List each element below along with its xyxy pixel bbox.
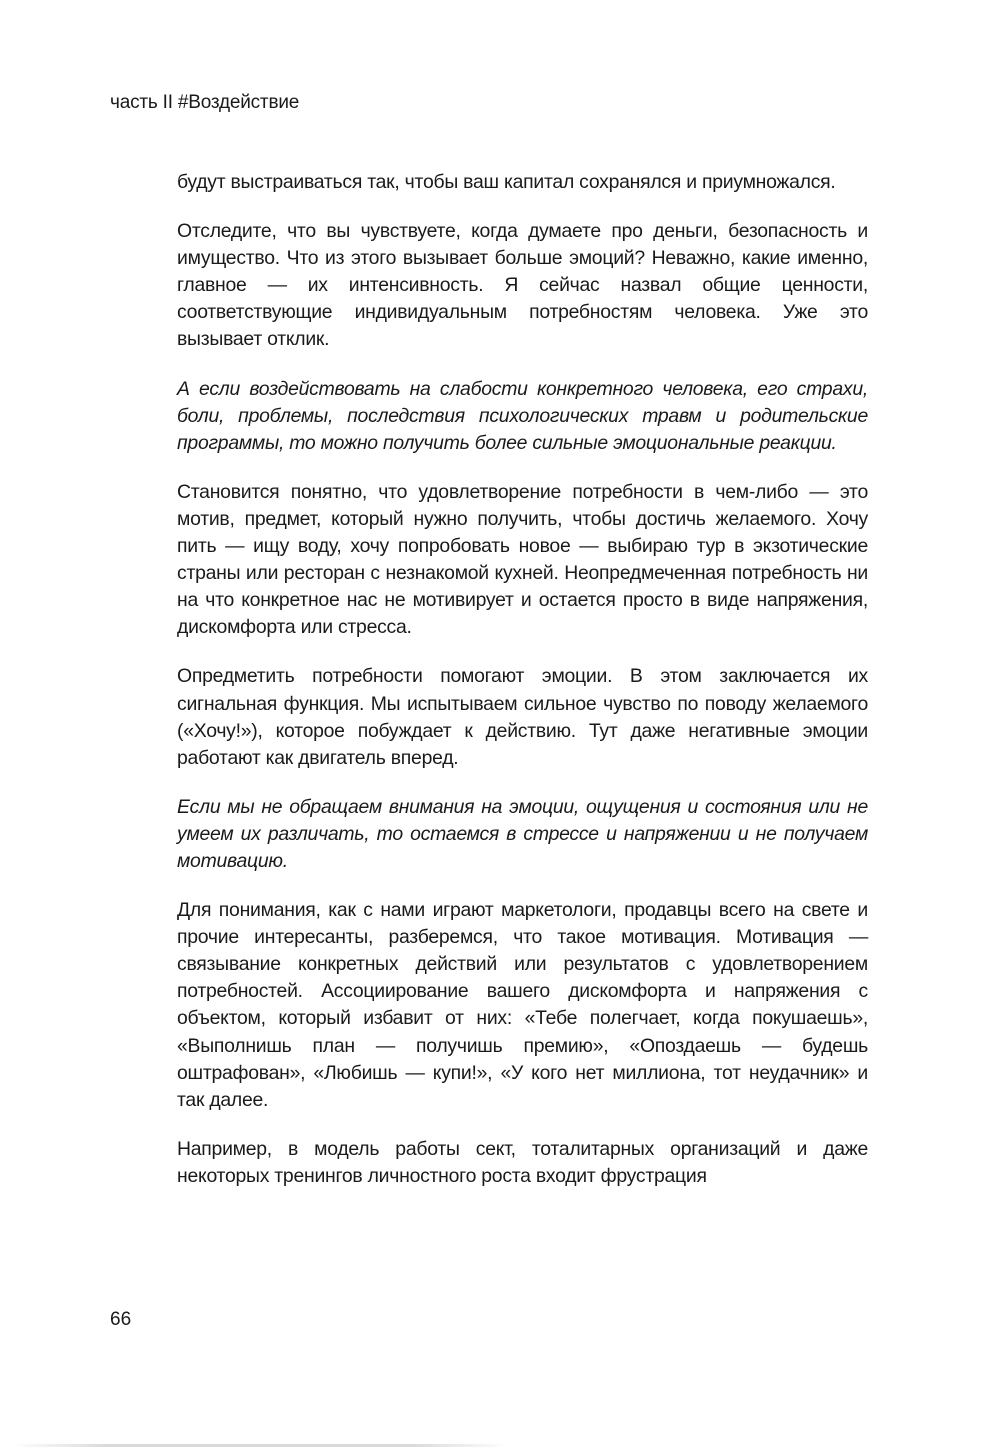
paragraph-1: будут выстраиваться так, чтобы ваш капитал сохранялся и приумножался. xyxy=(177,171,836,193)
page-number: 66 xyxy=(110,1309,132,1330)
paragraph-6-italic: Если мы не обращаем внимания на эмоции, ощущения и состояния или не умеем их различать, то остаемся в стрессе и напряжении и не получаем мотивацию. xyxy=(177,795,868,872)
paragraph-2: Отследите, что вы чувствуете, когда думаете про деньги, безопасность и имущество. Что из этого вызывает больше эмоций? Неважно, какие именно, главное — их интенсивность. Я сейчас назвал общие ценности, соответствующие индивидуальным потребностям человека. Уже это вызывает отклик. xyxy=(177,220,868,351)
paragraph-7: Для понимания, как с нами играют маркетологи, продавцы всего на свете и прочие интересанты, разберемся, что такое мотивация. Мотивация — связывание конкретных действий или результатов с удовлетворением потребностей. Ассоциирование вашего дискомфорта и напряжения с объектом, который избавит от них: «Тебе полегчает, когда покушаешь», «Выполнишь план — получишь премию», «Опоздаешь — будешь оштрафован», «Любишь — купи!», «У кого нет миллиона, тот неудачник» и так далее. xyxy=(177,899,868,1111)
paragraph-4: Становится понятно, что удовлетворение потребности в чем-либо — это мотив, предмет, который нужно получить, чтобы достичь желаемого. Хочу пить — ищу воду, хочу попробовать новое — выбираю тур в экзотические страны или ресторан с незнакомой кухней. Неопредмеченная потребность ни на что конкретное нас не мотивирует и остается просто в виде напряжения, дискомфорта или стресса. xyxy=(177,480,868,639)
paragraph-5: Опредметить потребности помогают эмоции. В этом заключается их сигнальная функция. Мы испытываем сильное чувство по поводу желаемого («Хочу!»), которое побуждает к действию. Тут даже негативные эмоции работают как двигатель вперед. xyxy=(177,665,868,769)
paragraph-3-italic: А если воздействовать на слабости конкретного человека, его страхи, боли, проблемы, последствия психологических травм и родительские программы, то можно получить более сильные эмоциональные реакции. xyxy=(177,377,868,454)
body-text xyxy=(177,169,868,1212)
paragraph-8: Например, в модель работы сект, тоталитарных организаций и даже некоторых тренингов личностного роста входит фрустрация xyxy=(177,1137,868,1187)
running-head: часть II #Воздействие xyxy=(110,92,300,113)
